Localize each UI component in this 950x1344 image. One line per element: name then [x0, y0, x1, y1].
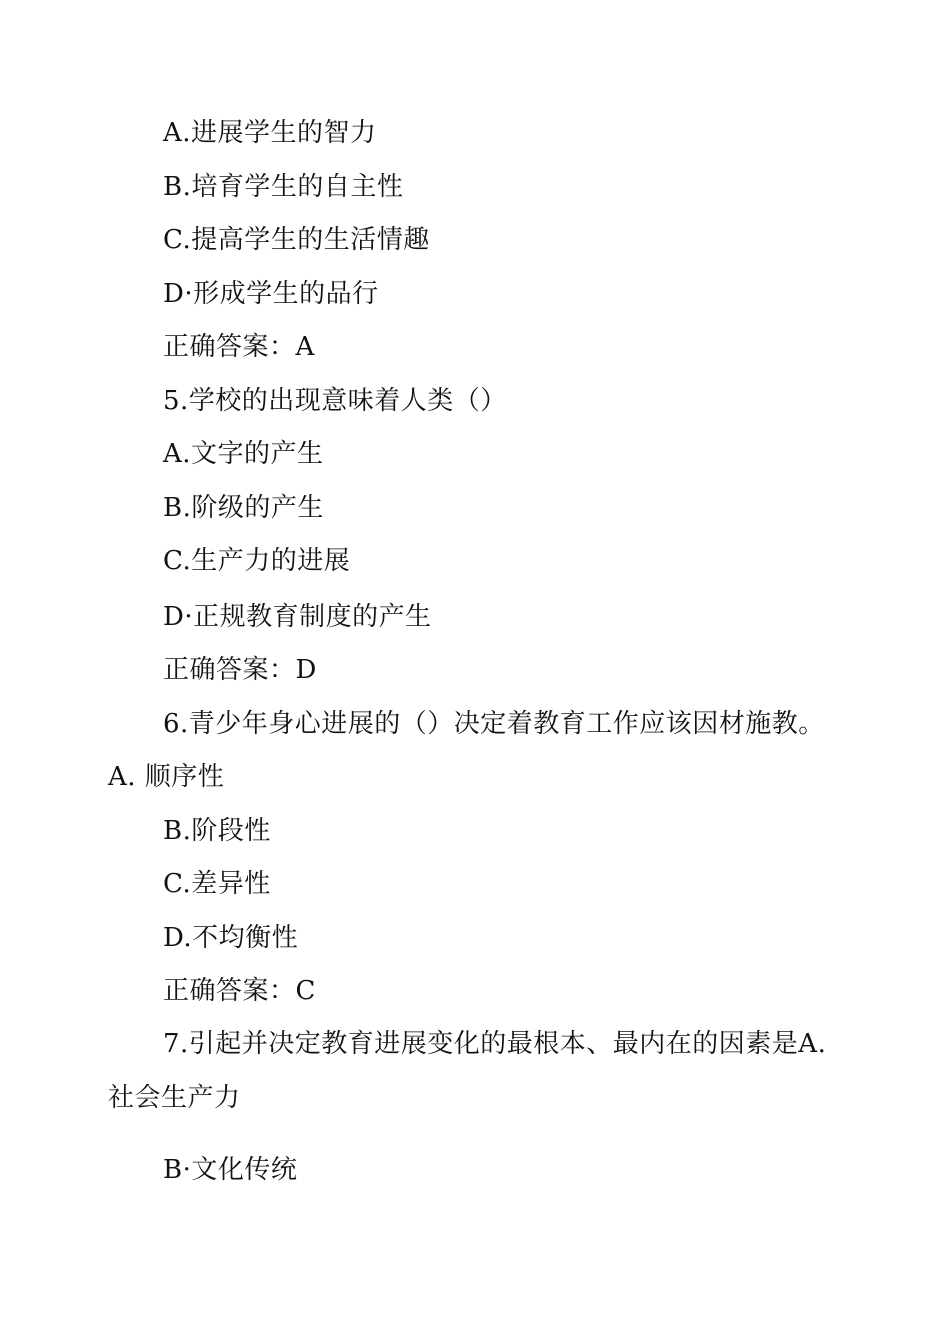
- option-a-q7-continuation: 社会生产力: [108, 1083, 241, 1113]
- option-c-q6: C.差异性: [163, 869, 271, 899]
- answer-q6: 正确答案：C: [163, 976, 316, 1006]
- question-6: 6.青少年身心进展的（）决定着教育工作应该因材施教。: [163, 709, 825, 739]
- option-b-q6: B.阶段性: [163, 816, 271, 846]
- option-a-q5: A.文字的产生: [163, 439, 324, 469]
- option-c-q5: C.生产力的进展: [163, 546, 351, 576]
- option-d-q4: D·形成学生的品行: [163, 279, 379, 309]
- question-5: 5.学校的出现意味着人类（）: [163, 386, 507, 416]
- option-a-q4: A.进展学生的智力: [163, 118, 377, 148]
- question-7: 7.引起并决定教育进展变化的最根本、最内在的因素是A.: [163, 1029, 827, 1059]
- answer-q5: 正确答案：D: [163, 655, 317, 685]
- option-b-q4: B.培育学生的自主性: [163, 172, 404, 202]
- option-b-q7: B·文化传统: [163, 1155, 298, 1185]
- answer-q4: 正确答案：A: [163, 332, 315, 362]
- option-d-q5: D·正规教育制度的产生: [163, 602, 432, 632]
- option-a-q6: A. 顺序性: [108, 762, 225, 792]
- option-d-q6: D.不均衡性: [163, 923, 299, 953]
- option-b-q5: B.阶级的产生: [163, 493, 324, 523]
- option-c-q4: C.提高学生的生活情趣: [163, 225, 430, 255]
